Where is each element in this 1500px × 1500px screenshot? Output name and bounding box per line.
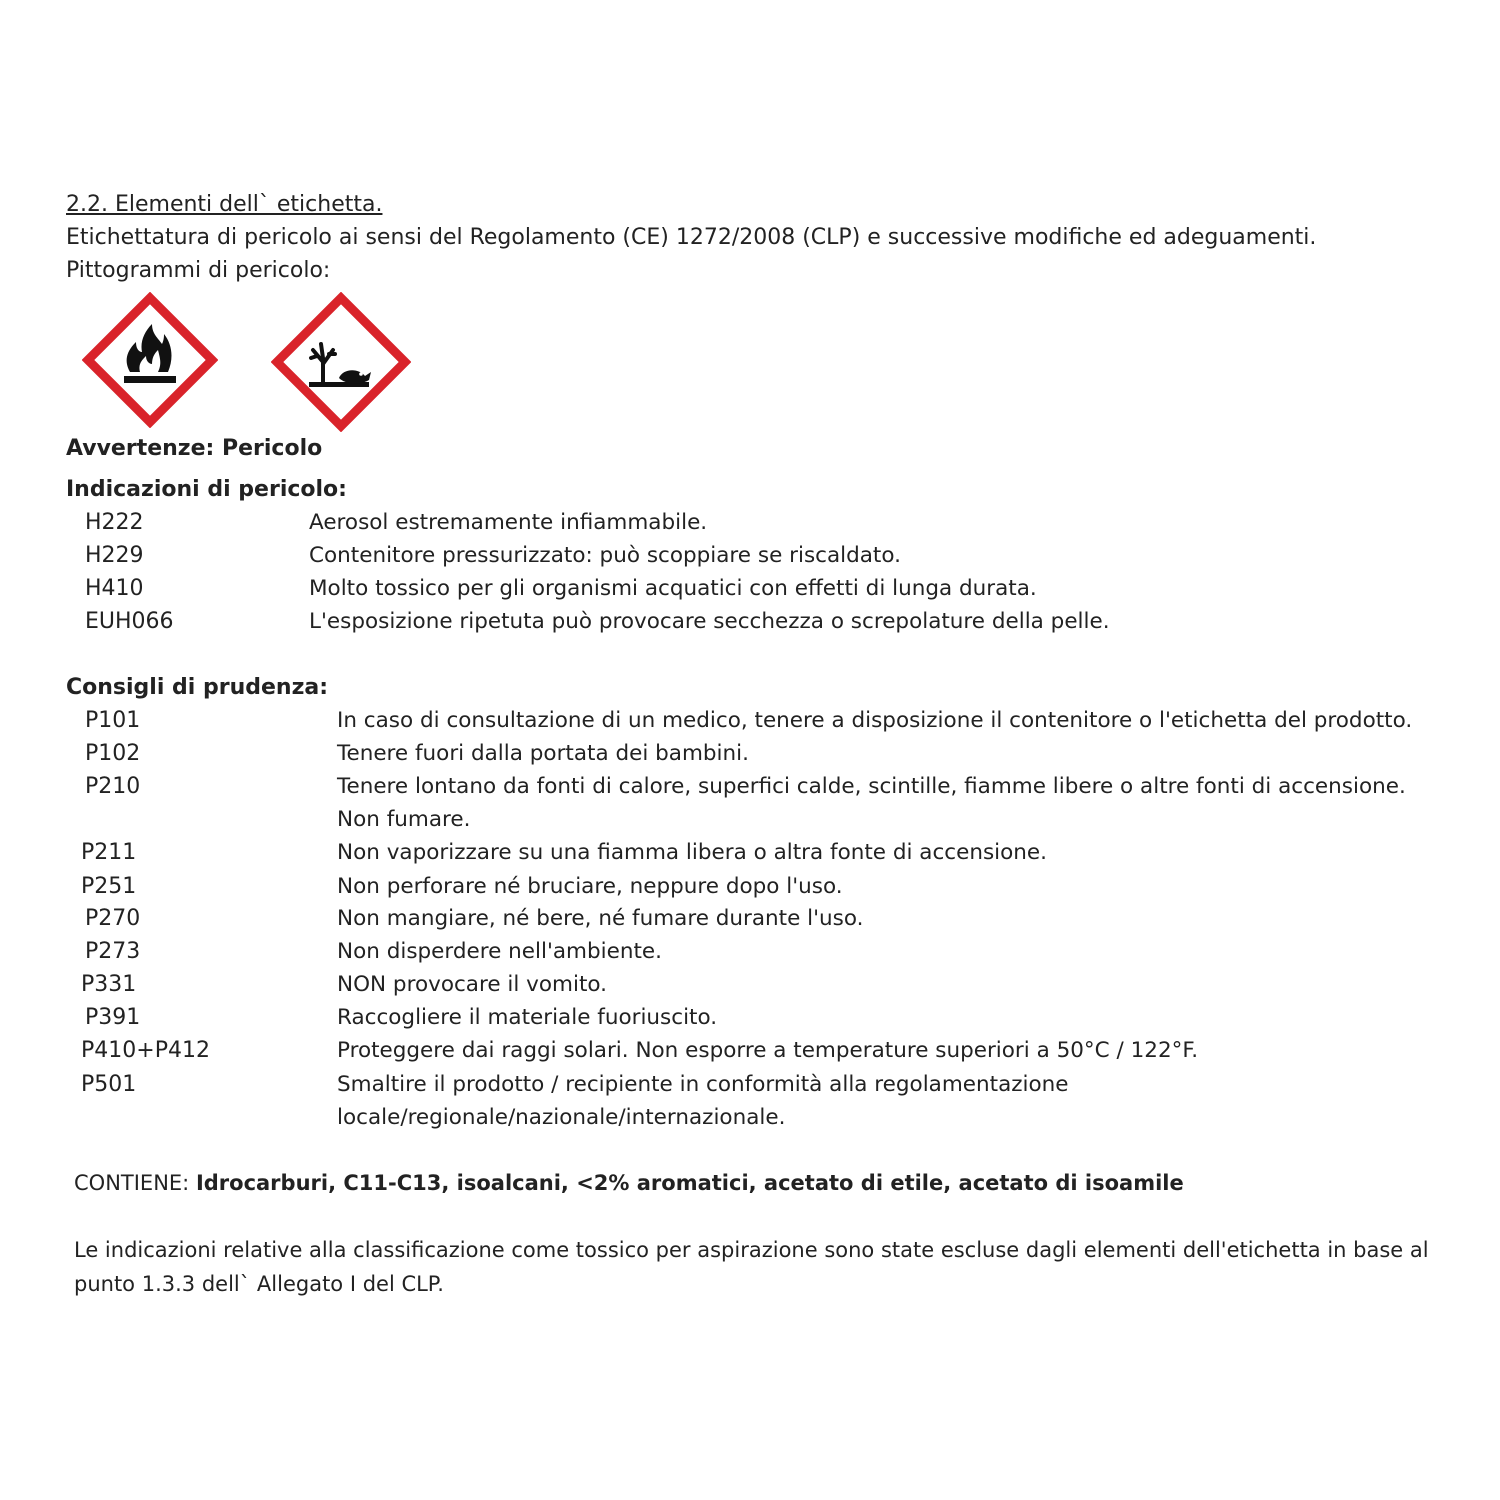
pictograms-label: Pittogrammi di pericolo: bbox=[66, 258, 331, 283]
precaution-code: P210 bbox=[85, 774, 141, 799]
precaution-code: P101 bbox=[85, 708, 141, 733]
precaution-text: Smaltire il prodotto / recipiente in conformità alla regolamentazione bbox=[337, 1072, 1069, 1097]
precaution-code: P270 bbox=[85, 906, 141, 931]
hazard-code: EUH066 bbox=[85, 609, 174, 634]
precaution-text: In caso di consultazione di un medico, tenere a disposizione il contenitore o l'etichetta del prodotto. bbox=[337, 708, 1413, 733]
hazard-text: Contenitore pressurizzato: può scoppiare se riscaldato. bbox=[309, 543, 901, 568]
precaution-code: P331 bbox=[81, 972, 137, 997]
precaution-code: P273 bbox=[85, 939, 141, 964]
hazard-statements-heading: Indicazioni di pericolo: bbox=[66, 477, 347, 502]
hazard-text: L'esposizione ripetuta può provocare secchezza o screpolature della pelle. bbox=[309, 609, 1110, 634]
contains-label: CONTIENE: bbox=[74, 1171, 190, 1195]
precaution-text: Non vaporizzare su una fiamma libera o altra fonte di accensione. bbox=[337, 840, 1047, 865]
labelling-subtitle: Etichettatura di pericolo ai sensi del Regolamento (CE) 1272/2008 (CLP) e successive modifiche ed adeguamenti. bbox=[66, 225, 1317, 250]
precaution-code: P391 bbox=[85, 1005, 141, 1030]
precaution-code: P251 bbox=[81, 874, 137, 899]
precaution-text: Non disperdere nell'ambiente. bbox=[337, 939, 662, 964]
precaution-code: P102 bbox=[85, 741, 141, 766]
hazard-text: Aerosol estremamente infiammabile. bbox=[309, 510, 708, 535]
signal-word: Avvertenze: Pericolo bbox=[66, 436, 323, 461]
precaution-text: NON provocare il vomito. bbox=[337, 972, 608, 997]
hazard-text: Molto tossico per gli organismi acquatici con effetti di lunga durata. bbox=[309, 576, 1037, 601]
classification-note: Le indicazioni relative alla classificazione come tossico per aspirazione sono state escluse dagli elementi dell'etichetta in base al punto 1.3.3 dell` Allegato I del CLP. bbox=[74, 1238, 1429, 1296]
hazard-code: H229 bbox=[85, 543, 144, 568]
environment-hazard-icon bbox=[271, 292, 411, 432]
precaution-code: P211 bbox=[81, 840, 137, 865]
flame-hazard-icon bbox=[82, 292, 218, 428]
precaution-text: Proteggere dai raggi solari. Non esporre a temperature superiori a 50°C / 122°F. bbox=[337, 1038, 1199, 1063]
hazard-code: H222 bbox=[85, 510, 144, 535]
precaution-text: Raccogliere il materiale fuoriuscito. bbox=[337, 1005, 718, 1030]
precaution-text-continued: locale/regionale/nazionale/internazionale. bbox=[337, 1105, 786, 1130]
precaution-text: Tenere fuori dalla portata dei bambini. bbox=[337, 741, 749, 766]
hazard-code: H410 bbox=[85, 576, 144, 601]
precaution-code: P410+P412 bbox=[81, 1038, 210, 1063]
section-title: 2.2. Elementi dell` etichetta. bbox=[66, 192, 383, 217]
precaution-code: P501 bbox=[81, 1072, 137, 1097]
precaution-text: Tenere lontano da fonti di calore, superfici calde, scintille, fiamme libere o altre fonti di accensione. bbox=[337, 774, 1406, 799]
precaution-text-continued: Non fumare. bbox=[337, 807, 471, 832]
contains-line bbox=[74, 1168, 1184, 1198]
precautionary-statements-heading: Consigli di prudenza: bbox=[66, 675, 329, 700]
contains-ingredients: Idrocarburi, C11-C13, isoalcani, <2% aromatici, acetato di etile, acetato di isoamile bbox=[195, 1171, 1184, 1195]
precaution-text: Non perforare né bruciare, neppure dopo l'uso. bbox=[337, 874, 843, 899]
precaution-text: Non mangiare, né bere, né fumare durante l'uso. bbox=[337, 906, 864, 931]
